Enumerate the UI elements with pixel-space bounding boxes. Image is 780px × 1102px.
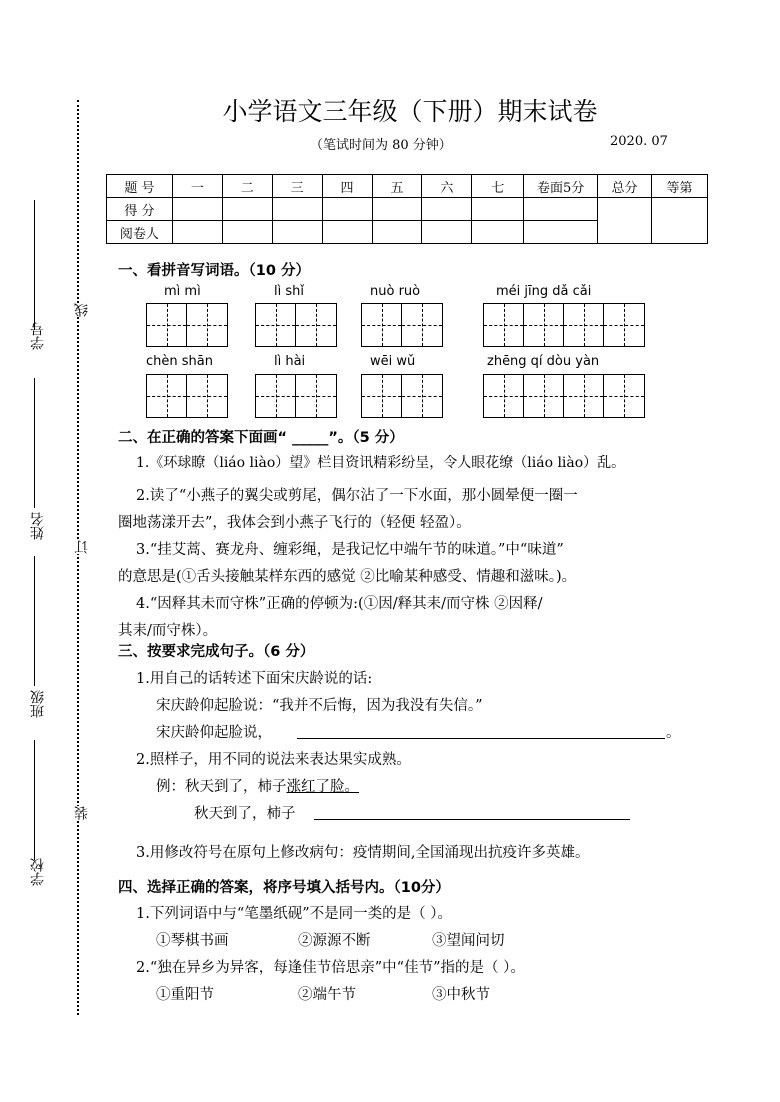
pinyin-label: wēi wǔ [370, 354, 416, 369]
section-2-heading: 二、在正确的答案下面画“ _____”。（5 分） [118, 430, 404, 446]
score-header-q5: 五 [372, 175, 422, 198]
score-cell[interactable] [222, 198, 272, 221]
pinyin-label: nuò ruò [370, 284, 421, 299]
s4-question-2: 2.“独在异乡为异客，每逢佳节倍思亲”中“佳节”指的是（ ）。 [136, 960, 525, 976]
s3-example-prefix: 例：秋天到了，柿子 [156, 779, 287, 795]
school-line [34, 740, 35, 860]
writing-grid[interactable] [255, 303, 337, 347]
s4-question-1: 1.下列词语中与“笔墨纸砚”不是同一类的是（ ）。 [136, 906, 453, 922]
s3-quote: 宋庆龄仰起脸说：“我并不后悔，因为我没有失信。” [156, 698, 483, 714]
grader-cell[interactable] [524, 221, 598, 244]
writing-grid[interactable] [483, 303, 645, 347]
s2-question-4: 4.“因释其未而守株”正确的停顿为:(①因/释其耒/而守株 ②因释/ [136, 596, 543, 612]
binding-dotted-line [77, 100, 79, 1015]
grader-row-label: 阅卷人 [107, 221, 173, 244]
name-label: 姓名 [30, 512, 46, 540]
s4-q2-option-2: ②端午节 [298, 987, 356, 1003]
s4-q1-option-2: ②源源不断 [298, 933, 371, 949]
score-header-q3: 三 [272, 175, 322, 198]
score-cell[interactable] [372, 198, 422, 221]
cut-mark-bind: 订 [74, 540, 90, 554]
pinyin-label: méi jīng dǎ cǎi [496, 284, 592, 299]
score-header-q7: 七 [472, 175, 524, 198]
grader-cell[interactable] [372, 221, 422, 244]
s3-prompt-1-end: 。 [666, 725, 681, 741]
writing-grid[interactable] [361, 303, 443, 347]
s2-question-2: 2.读了“小燕子的翼尖或剪尾，偶尔沾了一下水面，那小圆晕便一圈一 [136, 488, 578, 504]
s2-question-4-cont: 其耒/而守株）。 [118, 623, 218, 639]
exam-duration: （笔试时间为 80 分钟） [310, 138, 452, 153]
score-cell[interactable] [472, 198, 524, 221]
s2-question-2-cont: 圈地荡漾开去”，我体会到小燕子飞行的（轻便 轻盈）。 [118, 515, 471, 531]
s3-example-underlined: 涨红了脸。 [286, 779, 359, 795]
score-header-label: 题 号 [107, 175, 173, 198]
writing-grid[interactable] [146, 374, 228, 418]
writing-grid[interactable] [483, 374, 645, 418]
score-cell[interactable] [524, 198, 598, 221]
name-line [34, 378, 35, 508]
s3-question-1: 1.用自己的话转述下面宋庆龄说的话: [136, 671, 373, 687]
score-header-q4: 四 [322, 175, 372, 198]
total-cell[interactable] [598, 198, 652, 244]
score-cell[interactable] [172, 198, 222, 221]
exam-date: 2020. 07 [610, 134, 668, 149]
score-header-neatness: 卷面5分 [524, 175, 598, 198]
class-line [34, 556, 35, 686]
pinyin-label: chèn shān [146, 354, 213, 369]
pinyin-label: zhēng qí dòu yàn [487, 354, 600, 369]
s3-prompt-1: 宋庆龄仰起脸说， [156, 725, 272, 741]
score-cell[interactable] [322, 198, 372, 221]
class-label: 班级 [30, 690, 46, 718]
grade-cell[interactable] [651, 198, 707, 244]
grader-cell[interactable] [172, 221, 222, 244]
s3-example [156, 775, 359, 796]
score-header-q6: 六 [422, 175, 472, 198]
s4-q2-option-3: ③中秋节 [432, 987, 490, 1003]
s2-question-3: 3.“挂艾蒿、赛龙舟、缠彩绳，是我记忆中端午节的味道。”中“味道” [136, 542, 564, 558]
s3-question-3: 3.用修改符号在原句上修改病句：疫情期间,全国涌现出抗疫许多英雄。 [136, 845, 590, 861]
grader-cell[interactable] [222, 221, 272, 244]
s2-question-1: 1.《环球瞭（liáo liào）望》栏目资讯精彩纷呈，令人眼花缭（liáo liào）乱。 [136, 455, 626, 471]
score-cell[interactable] [272, 198, 322, 221]
score-header-total: 总分 [598, 175, 652, 198]
student-id-line [34, 200, 35, 330]
score-header-grade: 等第 [651, 175, 707, 198]
section-3-heading: 三、按要求完成句子。（6 分） [118, 644, 315, 660]
score-header-q1: 一 [172, 175, 222, 198]
score-header-q2: 二 [222, 175, 272, 198]
student-id-label: 学号 [30, 322, 46, 350]
section-4-heading: 四、选择正确的答案，将序号填入括号内。（10分） [118, 880, 450, 896]
grader-cell[interactable] [422, 221, 472, 244]
answer-line[interactable] [314, 819, 630, 820]
page-title: 小学语文三年级（下册）期末试卷 [222, 97, 598, 126]
school-label: 学校 [30, 858, 46, 886]
s4-q1-option-3: ③望闻问切 [432, 933, 505, 949]
answer-line[interactable] [297, 738, 665, 739]
s4-q2-option-1: ①重阳节 [156, 987, 214, 1003]
section-1-heading: 一、看拼音写词语。（10 分） [118, 263, 310, 279]
s2-question-3-cont: 的意思是(①舌头接触某样东西的感觉 ②比喻某种感受、情趣和滋味。)。 [118, 569, 577, 585]
pinyin-label: lì shǐ [274, 284, 304, 299]
score-cell[interactable] [422, 198, 472, 221]
cut-mark-line: 线 [74, 303, 90, 317]
pinyin-label: lì hài [274, 354, 306, 369]
grader-cell[interactable] [272, 221, 322, 244]
score-row-label: 得 分 [107, 198, 173, 221]
writing-grid[interactable] [146, 303, 228, 347]
pinyin-label: mì mì [164, 284, 201, 299]
s3-prompt-2: 秋天到了，柿子 [194, 806, 296, 822]
grader-cell[interactable] [322, 221, 372, 244]
s4-q1-option-1: ①琴棋书画 [156, 933, 229, 949]
score-table [106, 174, 708, 244]
grader-cell[interactable] [472, 221, 524, 244]
writing-grid[interactable] [255, 374, 337, 418]
cut-mark-fold: 装 [74, 806, 90, 820]
writing-grid[interactable] [361, 374, 443, 418]
s3-question-2: 2.照样子，用不同的说法来表达果实成熟。 [136, 752, 411, 768]
